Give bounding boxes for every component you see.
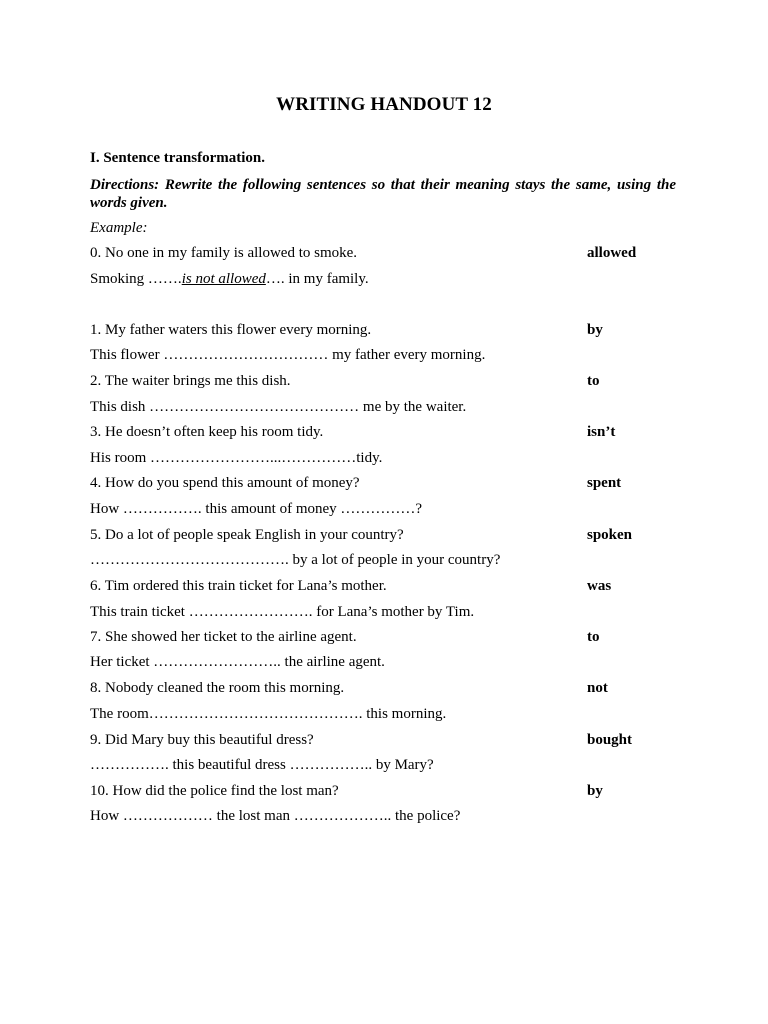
item-6-sentence: 6. Tim ordered this train ticket for Lana’s mother.	[90, 578, 387, 594]
directions-text: Directions: Rewrite the following sentences so that their meaning stays the same, using the words given.	[90, 177, 676, 211]
item-8-keyword: not	[587, 680, 608, 696]
item-9-sentence: 9. Did Mary buy this beautiful dress?	[90, 732, 314, 748]
item-7-sentence: 7. She showed her ticket to the airline agent.	[90, 629, 357, 645]
example-label: Example:	[90, 220, 148, 236]
item-2-rewrite: This dish …………………………………… me by the waiter.	[90, 399, 467, 415]
item-7-rewrite: Her ticket …………………….. the airline agent.	[90, 654, 385, 670]
item-1-keyword: by	[587, 322, 603, 338]
item-2-sentence: 2. The waiter brings me this dish.	[90, 373, 291, 389]
item-6-rewrite: This train ticket ……………………. for Lana’s mother by Tim.	[90, 604, 475, 620]
example-rewrite-after: …. in my family.	[265, 271, 369, 287]
section-heading: I. Sentence transformation.	[90, 150, 265, 166]
item-1-rewrite: This flower …………………………… my father every morning.	[90, 347, 486, 363]
item-5-rewrite: …………………………………. by a lot of people in your country?	[90, 552, 501, 568]
item-10-sentence: 10. How did the police find the lost man?	[90, 783, 339, 799]
item-10-rewrite: How ……………… the lost man ……………….. the police?	[90, 808, 461, 824]
item-3-sentence: 3. He doesn’t often keep his room tidy.	[90, 424, 324, 440]
example-rewrite	[90, 271, 369, 288]
item-6-keyword: was	[587, 578, 612, 594]
item-9-rewrite: ……………. this beautiful dress …………….. by Mary?	[90, 757, 434, 773]
item-5-sentence: 5. Do a lot of people speak English in your country?	[90, 527, 404, 543]
item-4-rewrite: How ……………. this amount of money ……………?	[90, 501, 423, 517]
item-1-sentence: 1. My father waters this flower every morning.	[90, 322, 372, 338]
item-9-keyword: bought	[587, 732, 633, 748]
item-4-keyword: spent	[587, 475, 622, 491]
item-3-keyword: isn’t	[587, 424, 616, 440]
example-rewrite-before: Smoking …….	[90, 271, 182, 287]
item-4-sentence: 4. How do you spend this amount of money?	[90, 475, 360, 491]
item-2-keyword: to	[587, 373, 600, 389]
item-5-keyword: spoken	[587, 527, 633, 543]
example-answer: is not allowed	[181, 271, 266, 287]
example-keyword: allowed	[587, 245, 637, 261]
item-7-keyword: to	[587, 629, 600, 645]
item-3-rewrite: His room ……………………...……………tidy.	[90, 450, 383, 466]
item-8-rewrite: The room……………………………………. this morning.	[90, 706, 447, 722]
item-8-sentence: 8. Nobody cleaned the room this morning.	[90, 680, 345, 696]
example-sentence: 0. No one in my family is allowed to smoke.	[90, 245, 358, 261]
page-title: WRITING HANDOUT 12	[276, 94, 492, 115]
item-10-keyword: by	[587, 783, 603, 799]
